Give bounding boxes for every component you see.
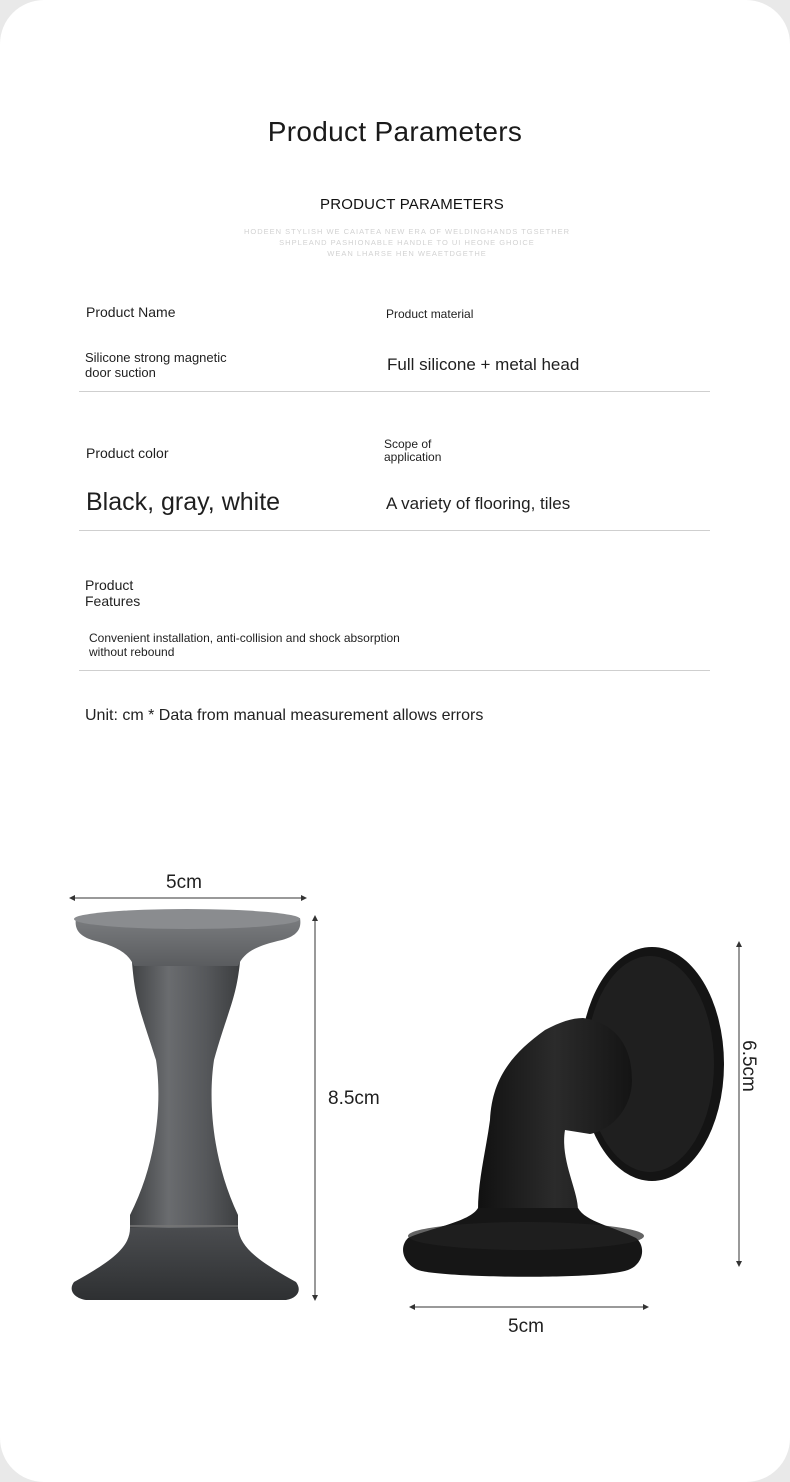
features-value-line-1: Convenient installation, anti-collision and shock absorption [89, 631, 400, 645]
product-material-label: Product material [386, 307, 474, 321]
page-title: Product Parameters [267, 116, 523, 147]
product-color-label: Product color [86, 445, 169, 461]
features-label-line-1: Product [85, 577, 134, 593]
black-height-label: 6.5cm [737, 1040, 759, 1092]
unit-note: Unit: cm * Data from manual measurement allows errors [85, 707, 484, 724]
gray-width-label: 5cm [166, 872, 202, 893]
product-name-label: Product Name [86, 304, 176, 320]
product-color-value: Black, gray, white [86, 488, 281, 516]
gray-door-stopper [72, 909, 301, 1300]
decorative-tagline [0, 226, 790, 259]
divider-2 [79, 530, 710, 531]
product-illustrations [0, 860, 790, 1330]
black-width-label: 5cm [508, 1316, 544, 1337]
scope-label [384, 438, 441, 464]
black-door-stopper [403, 947, 724, 1277]
tagline-line-2: SHPLEAND PASHIONABLE HANDLE TO UI HEONE GHOICE [279, 238, 535, 247]
product-name-value-line-1: Silicone strong magnetic [85, 350, 227, 365]
product-name-value-line-2: door suction [85, 365, 156, 380]
gray-height-label: 8.5cm [328, 1088, 380, 1109]
product-name-value [85, 350, 227, 380]
product-features-value [89, 631, 400, 659]
product-features-label [85, 577, 140, 609]
product-material-value: Full silicone + metal head [387, 355, 580, 374]
divider-3 [79, 670, 710, 671]
scope-label-line-1: Scope of [384, 437, 432, 451]
scope-label-line-2: application [384, 450, 442, 464]
tagline-line-3: WEAN LHARSE HEN WEAETDGETHE [327, 249, 487, 258]
scope-value: A variety of flooring, tiles [386, 494, 571, 513]
features-value-line-2: without rebound [89, 645, 175, 659]
tagline-line-1: HODEEN STYLISH WE CAIATEA NEW ERA OF WELDINGHANDS TGSETHER [243, 227, 571, 236]
section-subtitle: PRODUCT PARAMETERS [320, 196, 504, 213]
features-label-line-2: Features [85, 593, 141, 609]
divider-1 [79, 391, 710, 392]
